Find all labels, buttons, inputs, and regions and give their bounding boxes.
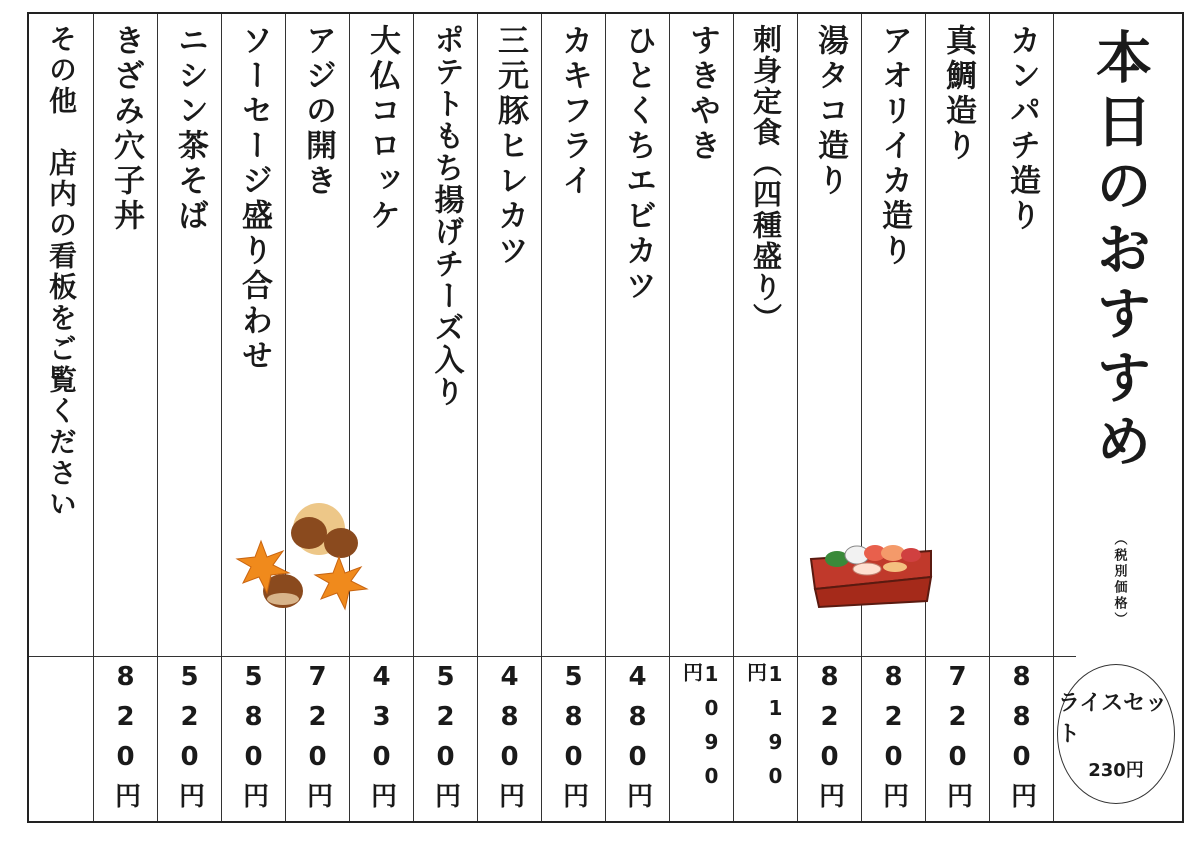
menu-item	[669, 14, 733, 821]
menu-item-name: カンパチ造り	[1004, 24, 1040, 234]
menu-item	[285, 14, 349, 821]
menu-item-name: カキフライ	[556, 24, 592, 199]
menu-item-price: 880円	[1006, 662, 1037, 818]
menu-item	[93, 14, 157, 821]
menu-item-name: ひとくちエビカツ	[620, 24, 656, 304]
menu-item	[157, 14, 221, 821]
rice-set-price: 230円	[1088, 760, 1144, 781]
menu-item	[541, 14, 605, 821]
menu-item-price: 580円	[238, 662, 269, 818]
menu-item-price: 520円	[174, 662, 205, 818]
menu-item-price: 1090円	[679, 662, 724, 798]
menu-item-name: 湯タコ造り	[812, 24, 848, 199]
menu-item	[989, 14, 1053, 821]
menu-item-name: すきやき	[684, 24, 720, 164]
other-note: その他 店内の看板をご覧ください	[45, 24, 78, 520]
menu-item-price: 1190円	[743, 662, 788, 798]
menu-item-name: ソーセージ盛り合わせ	[236, 24, 272, 374]
menu-item-price: 520円	[430, 662, 461, 818]
menu-item-name: 刺身定食（四種盛り）	[749, 24, 783, 334]
menu-item-price: 480円	[622, 662, 653, 818]
menu-item-price: 720円	[942, 662, 973, 818]
menu-item	[797, 14, 861, 821]
sashimi-boat-icon	[807, 529, 935, 609]
menu-item	[925, 14, 989, 821]
menu-item-name: 三元豚ヒレカツ	[492, 24, 528, 269]
tax-note: （税別価格）	[1111, 532, 1127, 628]
menu-item-name: アオリイカ造り	[876, 24, 912, 269]
menu-item-name: 真鯛造り	[940, 24, 976, 164]
menu-item	[733, 14, 797, 821]
menu-item	[477, 14, 541, 821]
chestnut-maple-icon	[221, 499, 381, 614]
menu-item-name: アジの開き	[300, 24, 336, 199]
menu-item-price: 820円	[110, 662, 141, 818]
rice-set-badge	[1057, 664, 1175, 804]
page-title: 本日のおすすめ	[1087, 28, 1152, 476]
menu-item	[413, 14, 477, 821]
menu-item-name: きざみ穴子丼	[108, 24, 144, 234]
rice-set-label: ライスセット	[1058, 691, 1168, 747]
menu-item	[861, 14, 925, 821]
menu-item-price: 820円	[814, 662, 845, 818]
menu-item	[605, 14, 669, 821]
menu-item-price: 580円	[558, 662, 589, 818]
menu-item	[349, 14, 413, 821]
menu-item-name: ニシン茶そば	[172, 24, 208, 234]
menu-item-price: 430円	[366, 662, 397, 818]
menu-item-price: 820円	[878, 662, 909, 818]
menu-item-price: 720円	[302, 662, 333, 818]
menu-item-name: ポテトもち揚げチーズ入り	[428, 24, 464, 408]
menu-item-name: 大仏コロッケ	[364, 24, 400, 234]
other-note-column	[29, 14, 93, 821]
menu-board	[27, 12, 1184, 823]
menu-item-price: 480円	[494, 662, 525, 818]
menu-item	[221, 14, 285, 821]
